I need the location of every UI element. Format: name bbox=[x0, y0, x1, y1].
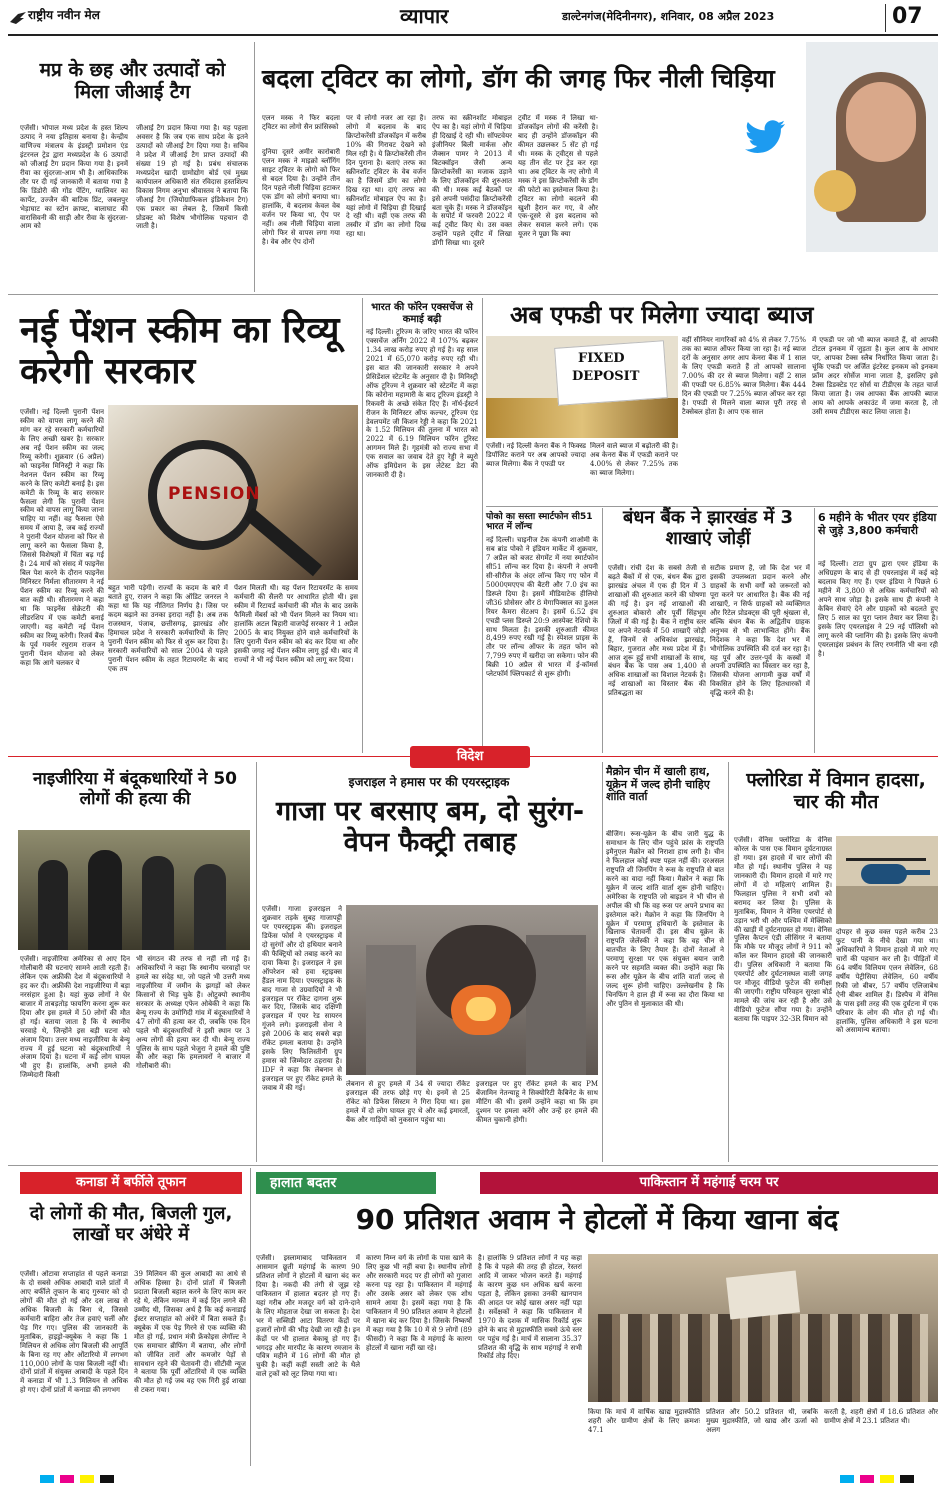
newspaper-logo-icon bbox=[10, 9, 26, 21]
fd-body-col4: में एफडी पर जो भी ब्याज कमाते हैं, वो आपकी टोटल इनकम में जुड़ता है। कुल आय के आधार पर, आपका टैक्स स्लैब निर्धारित किया जाता है। चूंकि एफडी पर अर्जित इंटरेस्ट इनकम को इनकम फ्रॉम अदर सोर्सेज माना जाता है, इसलिए इसे टैक्स डिडक्टेड एट सोर्स या टीडीएस के तहत चार्ज किया जाता है। जब आपका बैंक आपकी ब्याज आय को आपके अकाउंट में जमा करता है, तो उसी समय टीडीएस काट लिया जाता है। bbox=[812, 336, 938, 416]
pension-body-col2: बहुत भारी पड़ेगी। राज्यों के कदम के बारे में बताते हुए, राजन ने कहा कि ऑडिट जनरल ने कहा था कि यह नीतिगत निर्णय है। जिस पर कदम बढ़ाने का उनका इरादा नहीं है। अब तक राजस्थान, पंजाब, छत्तीसगढ़, झारखंड और हिमाचल प्रदेश ने सरकारी कर्मचारियों के लिए पुरानी पेंशन स्कीम को फिर से शुरू कर दिया है। सरकारी कर्मचारियों को साल 2004 से पहले पुरानी पेंशन स्कीम के तहत रिटायरमेंट के बाद एक तय bbox=[108, 584, 228, 673]
nigeria-headline: नाइजीरिया में बंदूकधारियों ने 50 लोगों की हत्या की bbox=[32, 769, 238, 809]
fd-body-col1: एजेंसी। नई दिल्ली केनरा बैंक ने फिक्स्ड डिपॉजिट कराने पर अब आपको ज्यादा ब्याज मिलेगा। बैंक ने एफडी पर bbox=[486, 442, 586, 468]
gi-headline: मप्र के छह और उत्पादों को मिला जीआई टैग bbox=[39, 59, 226, 103]
pakistan-caption-3: करती है, शहरी क्षेत्रों में 18.6 प्रतिशत और ग्रामीण क्षेत्रों में 23.1 प्रतिशत थी। bbox=[824, 1408, 938, 1425]
pakistan-crowd-photo bbox=[588, 1254, 938, 1402]
fd-body-col2: मिलने वाले ब्याज में बढ़ोतरी की है। अब केनरा बैंक में एफडी कराने पर 4.00% से लेकर 7.25% तक का ब्याज मिलेगा। bbox=[590, 442, 678, 477]
newspaper-name: राष्ट्रीय नवीन मेल bbox=[28, 8, 100, 22]
airindia-headline: 6 महीने के भीतर एयर इंडिया से जुड़े 3,800 कर्मचारी bbox=[818, 511, 937, 537]
registration-mark-yellow-2 bbox=[880, 1475, 894, 1483]
twitter-headline: बदला ट्विटर का लोगो, डॉग की जगह फिर नीली चिड़िया bbox=[262, 64, 775, 93]
canada-body-col1: एजेंसी। ओटावा सप्ताहांत से पहले कनाडा के दो सबसे अधिक आबादी वाले प्रांतों में आए बर्फीले तूफान के बाद गुरुवार को दो लोगों की मौत हो गई और दस लाख से अधिक बिजली के बिना थे, जिससे कर्मचारी बाहिरा और तेज हवाएं चलीं और पेड़ गिर गए। पुलिस की जानकारी के मुताबिक, हाइड्रो-क्यूबेक ने कहा कि 1 मिलियन से अधिक लोग बिजली की आपूर्ति के बिना रह गए और ओंटारियो में लगभग 110,000 लोगों के पास बिजली नहीं थी। दोनों प्रांतों में संयुक्त आबादी के पहले दिन में कनाडा में भी 1.3 मिलियन से अधिक हो गए। दोनों प्रांतों में कनाडा की लगभग bbox=[20, 1270, 128, 1395]
pakistan-headline: 90 प्रतिशत अवाम ने होटलों में किया खाना बंद bbox=[355, 1203, 839, 1236]
fd-body-col3: वहीं सीनियर नागरिकों को 4% से लेकर 7.75% तक का ब्याज ऑफर किया जा रहा है। नई ब्याज दरों के अनुसार अगर आप केनरा बैंक में 1 साल के लिए एफडी कराते हैं तो आपको सालाना 7.00% की दर से ब्याज मिलेगा। वहीं 2 साल की एफडी पर 6.85% ब्याज मिलेगा। बैंक 444 दिन की एफडी पर 7.25% ब्याज ऑफर कर रहा है। एफडी से मिलने वाला ब्याज पूरी तरह से टैक्सेबल होता है। आप एक साल bbox=[682, 336, 806, 416]
pension-body-col3: पेंशन मिलती थी। यह पेंशन रिटायरमेंट के समय कर्मचारी की सैलरी पर आधारित होती थी। इस स्कीम में रिटायर्ड कर्मचारी की मौत के बाद उसके फैमिली मेंबर्स को भी पेंशन मिलने का नियम था। हालांकि अटल बिहारी वाजपेई सरकार ने 1 अप्रैल 2005 के बाद नियुक्त होने वाले कर्मचारियों के लिए पुरानी पेंशन स्कीम को बंद कर दिया था और इसकी जगह नई पेंशन स्कीम लागू हुई थी। बाद में राज्यों ने भी नई पेंशन स्कीम को लागू कर दिया। bbox=[234, 584, 358, 664]
gaza-body-col1: एजेंसी। गाजा इजराइल ने शुक्रवार तड़के सुबह गाजापट्टी पर एयरस्ट्राइक की। इजराइल डिफेंस फोर्स ने एयरस्ट्राइक में दो सुरंगों और दो हथियार बनाने की फैक्ट्रियों को तबाह करने का दावा किया है। इजराइल ने इस ऑपरेशन को हवा स्ट्राइक्स हैंडल नाम दिया। एयरस्ट्राइक के बाद गाजा से उग्रवादियों ने भी इजराइल पर रॉकेट दागना शुरू कर दिए, जिसके बाद दक्षिणी इजराइल में एयर रेड सायरन गूंजने लगे। इजराइली सेना ने इसे 2006 के बाद सबसे बड़ा रॉकेट हमला बताया है। उन्होंने इसके लिए फिलिस्तीनी ग्रुप हमास को जिम्मेदार ठहराया है। IDF ने कहा कि लेबनान से इजराइल पर हुए रॉकेट हमले के जवाब में की गई। bbox=[262, 905, 342, 1093]
twitter-subhead: एलन मस्क ने फिर बदला ट्विटर का लोगो सैन फ्रांसिस्को bbox=[262, 114, 340, 131]
pension-photo bbox=[108, 405, 358, 580]
nigeria-body-col2: भी संगठन की तरफ से नहीं ली गई है। अधिकारियों ने कहा कि स्थानीय चरवाहों पर हमले का संदेह था, जो पहले भी उत्तरी मध्य नाइजीरिया में जमीन के झगड़ों को लेकर किसानों से भिड़ चुके हैं। ओटुक्पो स्थानीय सरकार के अध्यक्ष एफेन ओबेकी ने कहा कि बेन्यू राज्य के उमोगिदी गांव में बंदूकधारियों ने 47 लोगों की हत्या कर दी, जबकि एक दिन पहले भी बंदूकधारियों ने इसी स्थान पर 3 अन्य लोगों की हत्या कर दी थी। बेन्यू राज्य पुलिस के साथ पहले भेजुरा ने हमले की पुष्टि की और कहा कि हमलावरों ने बाजार में गोलीबारी की। bbox=[136, 955, 250, 1071]
macron-body: बीजिंग। रूस-यूक्रेन के बीच जारी युद्ध के समाधान के लिए चीन पहुंचे फ्रांस के राष्ट्रपति इमैनुएल मैक्रोन को निराशा हाथ लगी है। चीन ने फिलहाल कोई स्पष्ट पहल नहीं की। दरअसल राष्ट्रपति शी जिनपिंग ने रूस के राष्ट्रपति से बात करने का वादा नहीं किया। मैक्रोन ने कहा कि यूक्रेन में जल्द शांति वार्ता शुरू होनी चाहिए। अमेरिका के राष्ट्रपति जो बाइडन ने भी चीन से अपील की थी कि वह रूस पर अपने प्रभाव का इस्तेमाल करे। मैक्रोन ने कहा कि जिनपिंग ने यूक्रेन में परमाणु हथियारों के इस्तेमाल के खिलाफ चेतावनी दी। इस बीच यूक्रेन के राष्ट्रपति जेलेंस्की ने कहा कि वह चीन से बातचीत के लिए तैयार हैं। दोनों नेताओं ने परमाणु सुरक्षा पर एक संयुक्त बयान जारी करने पर सहमति व्यक्त की। उन्होंने कहा कि रूस और यूक्रेन के बीच शांति वार्ता जल्द से जल्द शुरू होनी चाहिए। उल्लेखनीय है कि चिनफिंग ने हाल ही में रूस का दौरा किया था और पुतिन से मुलाकात की थी। bbox=[606, 830, 724, 1009]
videsh-banner: विदेश bbox=[410, 746, 530, 768]
forex-body: नई दिल्ली। टूरिज्म के जरिए भारत की फॉरेन एक्सचेंज अर्निंग 2022 में 107% बढ़कर 1.34 लाख करोड़ रुपए हो गई है। वह साल 2021 में 65,070 करोड़ रुपए रही थी। इस बात की जानकारी सरकार ने अपने प्रेसिडेंशल स्टेटमेंट के अनुसार दी है। मिनिस्ट्री ऑफ टूरिज्म ने शुक्रवार को स्टेटमेंट में कहा कि कोरोना महामारी के बाद टूरिज्म इंडस्ट्री ने रिकवरी के अच्छे संकेत दिए हैं। नॉर्थ-ईस्टर्न रीजन के मिनिस्टर ऑफ कल्चर, टूरिज्म एंड डेवलपमेंट जी किशन रेड्डी ने कहा कि 2021 के 1.52 मिलियन की तुलना में भारत को 2022 में 6.19 मिलियन फॉरेन टूरिस्ट आगमन मिले हैं। गृहमंत्री को राज्य सभा में एक सवाल का जवाब देते हुए रेड्डी ने ब्यूरो ऑफ इमिग्रेशन के इस लेटेस्ट डेटा की जानकारी दी है। bbox=[366, 328, 478, 480]
registration-mark-cyan-2 bbox=[840, 1475, 854, 1483]
registration-mark-yellow bbox=[80, 1475, 94, 1483]
gi-body-col2: जीआई टैग प्रदान किया गया है। यह पहला अवसर है कि जब एक साथ प्रदेश के इतने उत्पादों को जीआई टैग दिया गया है। सचिव ने प्रदेश में जीआई टैग प्राप्त उत्पादों की संख्या 19 हो गई है। प्रबंध संचालक मध्यप्रदेश खादी ग्रामोद्योग बोर्ड एवं मुख्य कार्यपालन अधिकारी संत रविदास हस्तशिल्प विकास निगम अनुभा श्रीवास्तव ने बताया कि जीआई टैग (जियोग्राफिकल इंडिकेशन टैग) एक प्रकार का लेबल है, जिसमें किसी प्रोडक्ट को विशेष भौगोलिक पहचान दी जाती है। bbox=[136, 124, 248, 231]
registration-mark-black bbox=[100, 1475, 114, 1483]
fd-photo-label-1: FIXED bbox=[578, 351, 625, 366]
twitter-body-col1: दुनिया दूसरे अमीर कारोबारी एलन मस्क ने माइक्रो ब्लॉगिंग साइट ट्विटर के लोगो को फिर से बदल दिया है। उन्होंने तीन दिन पहले नीली चिड़िया हटाकर एक डॉग को लोगो बनाया था। हालांकि, ये बदलाव केवल वेब वर्जन पर किया था, ऐप पर नहीं। अब नीली चिड़िया वाला लोगो फिर से वापस लगा गया है। वेब और ऐप दोनों bbox=[262, 148, 340, 246]
page-number: 07 bbox=[892, 4, 923, 29]
pension-body-col1: एजेंसी। नई दिल्ली पुरानी पेंशन स्कीम को वापस लागू करने की मांग कर रहे सरकारी कर्मचारियों के लिए अच्छी खबर है। सरकार अब नई पेंशन स्कीम का जल्द रिव्यू करेगी। शुक्रवार (6 अप्रैल) को फाइनेंस मिनिस्ट्री ने कहा कि नेशनल पेंशन स्कीम का रिव्यू करने के लिए कमेटी बनाई है। इस कमेटी के रिव्यू के बाद सरकार फैसला लेगी कि पुरानी पेंशन स्कीम को वापस लागू किया जाना चाहिए या नहीं। वह फैसला ऐसे समय में आया है, जब कई राज्यों ने पुरानी पेंशन योजना को फिर से लागू करने का फैसला किया है, जिससे विशेषज्ञों में चिंता बढ़ गई है। 24 मार्च को संसद में फाइनेंस बिल पेश करने के दौरान फाइनेंस मिनिस्टर निर्मला सीतारमण ने नई पेंशन स्कीम का रिव्यू करने की बात कही थी। सीतारमण ने कहा था कि फाइनेंस सेक्रेटरी की लीडरशिप में एक कमेटी बनाई जाएगी। यह कमेटी नई पेंशन स्कीम का रिव्यू करेगी। रिजर्व बैंक के पूर्व गवर्नर रघुराम राजन ने पुरानी पेंशन योजना को लेकर कहा कि आगे चलकर ये bbox=[20, 408, 104, 667]
elon-musk-photo bbox=[806, 42, 938, 252]
twitter-body-col4: ट्वीट में मस्क ने लिखा था- डॉजकॉइन लोगों की करेंसी है। बाद ही उन्होंने डॉजकॉइन की कीमत उछलकर 5 सेंट हो गई थी। मस्क के ट्वीट्स से पहले यह तीन सेंट पर ट्रेड कर रहा था। अब ट्विटर के नए लोगो में मस्क ने इस क्रिप्टोकरेंसी के डॉग की फोटो का इस्तेमाल किया है। ट्विटर का लोगो बदलने की खुशी हैरान कर गए, वे और एक-दूसरे से इस बदलाव को लेकर सवाल करने लगे। एक यूजर ने पूछा कि क्या bbox=[518, 114, 598, 239]
pension-headline: नई पेंशन स्कीम का रिव्यू करेगी सरकार bbox=[20, 310, 340, 393]
twitter-body-col3: तरफ का स्क्रीनशॉट मोबाइल ऐप का है। यहां लोगो में चिड़िया ही दिखाई दे रही थी। सॉफ्टवेयर इंजीनियर बिली मार्कस और जैक्सन पामर ने 2013 में बिटक्वॉइन जैसी अन्य क्रिप्टोकरेंसी का मजाक उड़ाने के लिए डॉजकॉइन की शुरुआत की थी। मस्क कई बैठकों पर इसे अपनी पसंदीदा क्रिप्टोकरेंसी बता चुके हैं। मस्क ने डॉजकॉइन के सपोर्ट में फरवरी 2022 में कई ट्वीट किए थे। उस वक्त उन्होंने पहले ट्वीट में लिखा डॉगी सिखा था। दूसरे bbox=[432, 114, 512, 248]
bandhan-body-col2: सटीक प्रमाण है, जो कि देश भर में इसकी उपलब्धता प्रदान करने और ग्राहकों के सभी वर्गों को जरूरतों को पूरा करने पर आधारित है। बैंक की नई शाखाएँ, न सिर्फ ग्राहकों को व्यक्तिगत और रिटेल प्रोडक्ट्स की पूरी श्रृंखला से, बल्कि बंधन बैंक के अद्वितीय ग्राहक अनुभव से भी लाभान्वित होंगे। बैंक निदेशक ने कहा कि देश भर में भौगोलिक उपस्थिति की दर्ज कर रहा है। यह पूर्व और उत्तर-पूर्व के कस्बों में अपनी उपस्थिति का विस्तार कर रहा है, जिसकी योजना आगामी कुछ वर्षों में विकसित होने के लिए हितधारकों में वृद्धि करने की है। bbox=[710, 564, 810, 698]
section-title: व्यापार bbox=[400, 4, 449, 28]
gaza-headline: गाजा पर बरसाए बम, दो सुरंग-वेपन फैक्ट्री तबाह bbox=[275, 796, 585, 859]
dog-logo-icon bbox=[814, 170, 856, 212]
canada-tag: कनाडा में बर्फीले तूफान bbox=[20, 1172, 242, 1194]
canada-body-col2: 39 मिलियन की कुल आबादी का आधे से अधिक हिस्सा है। दोनों प्रांतों में बिजली प्रदाता बिजली बहाल करने के लिए काम कर रहे थे, लेकिन मरम्मत में कई दिन लगने की उम्मीद थी, जिसका अर्थ है कि कई कनाडाई ईस्टर सप्ताहांत को अंधेरे में बिता सकते हैं। क्यूबेक में एक पेड़ गिरने से एक व्यक्ति की मौत हो गई, प्रधान मंत्री फ्रेंकोइस लेगॉल्ट ने एक समाचार ब्रीफिंग में बताया, और लोगों को जीवित तारों और कमजोर पेड़ों से सावधान रहने की चेतावनी दी। सीटीवी न्यूज ने बताया कि पूर्वी ओंटारियो में एक व्यक्ति की मौत हो गई जब वह एक गिरी हुई शाखा से टकरा गया। bbox=[134, 1270, 246, 1395]
masthead bbox=[0, 0, 945, 40]
forex-headline: भारत की फॉरेन एक्सचेंज से कमाई बढ़ी bbox=[371, 302, 473, 325]
florida-helicopter-photo bbox=[836, 836, 938, 924]
pakistan-body-col2: कारण निम्न वर्ग के लोगों के पास खाने के लिए कुछ भी नहीं बचा है। स्थानीय लोगों और सरकारी मदद पर ही लोगों को गुजारा करना पड़ रहा है। पाकिस्तान में महंगाई और उसके असर को लेकर एक शोध सामने आया है। इसमें कहा गया है कि पाकिस्तान में 90 प्रतिशत अवाम ने होटलों में खाना बंद कर दिया है। जिसके निष्कर्षों में कहा गया है कि 10 में से 9 लोगों (89 फीसदी) ने कहा कि वे महंगाई के कारण होटलों में खाना नहीं खा रहे। bbox=[366, 1254, 472, 1352]
dateline: डाल्टेनगंज(मेदिनीनगर), शनिवार, 08 अप्रैल 2023 bbox=[562, 10, 775, 23]
pakistan-body-col3: है। हालांकि 9 प्रतिशत लोगों ने यह कहा है कि वे पहले की तरह ही होटल, रेस्तरां आदि में जाकर भोजन करते हैं। महंगाई के कारण कुछ धन अधिक खर्च करना पड़ता है, लेकिन इसका उनकी खानपान की आदत पर कोई खास असर नहीं पड़ा है। सर्वेक्षकों ने कहा कि पाकिस्तान में 1970 के दशक में मासिक रिकॉर्ड शुरू होने के बाद से मुद्रास्फीति सबसे ऊंचे स्तर पर पहुंच गई है। मार्च में सालाना 35.37 प्रतिशत की वृद्धि के साथ महंगाई ने सभी रिकॉर्ड तोड़ दिए। bbox=[478, 1254, 582, 1361]
twitter-bird-icon bbox=[744, 120, 786, 154]
pakistan-caption-1: किया कि मार्च में वार्षिक खाद्य मुद्रास्फीति शहरी और ग्रामीण क्षेत्रों के लिए क्रमशः 47.1 bbox=[588, 1408, 700, 1434]
fd-photo-label-2: DEPOSIT bbox=[572, 369, 640, 384]
registration-mark-black-2 bbox=[900, 1475, 914, 1483]
gaza-airstrike-photo bbox=[346, 905, 598, 1075]
florida-body-col1: एजेंसी। वेनिस फ्लोरिडा के वेनिस कोरल के पास एक विमान दुर्घटनाग्रस्त हो गया। इस हादसे में चार लोगों की मौत हो गई। स्थानीय पुलिस ने यह जानकारी दी। विमान हादसे में मारे गए लोगों में दो महिलाएं शामिल हैं। फिलहाल पुलिस ने सभी शवों को बरामद कर लिया है। पुलिस के मुताबिक, विमान ने वेनिस एयरपोर्ट से उड़ान भरी थी और पश्चिम में मेक्सिको की खाड़ी में दुर्घटनाग्रस्त हो गया। वेनिस पुलिस कैप्टन एंडी लीसिंगर ने बताया कि मौके पर मौजूद लोगों ने 911 को कॉल कर विमान हादसे की जानकारी दी। पुलिस अधिकारी ने बताया कि एयरपोर्ट और दुर्घटनास्थल वाली जगह पर मौजूद वीडियो फुटेज की समीक्षा की जाएगी। राष्ट्रीय परिवहन सुरक्षा बोर्ड मामले की जांच कर रही है और उसे वीडियो फुटेज सौंपा गया है। उन्होंने बताया कि पाइपर 32-3R विमान को bbox=[734, 836, 832, 1024]
gaza-body-col3: इजराइल पर हुए रॉकेट हमले के बाद PM बेंजामिन नेतन्याहू ने सिक्योरिटी कैबिनेट के साथ मीटिंग की थी। इसमें उन्होंने कहा था कि हम दुश्मन पर हमला करेंगे और उन्हें हर हमले की कीमत चुकानी होगी। bbox=[476, 1080, 598, 1124]
registration-mark-magenta bbox=[60, 1475, 74, 1483]
pakistan-caption-2: प्रतिशत और 50.2 प्रतिशत थी, जबकि मुख्य मुद्रास्फीति, जो खाद्य और ऊर्जा को अलग bbox=[706, 1408, 818, 1434]
macron-headline: मैक्रोन चीन में खाली हाथ, यूक्रेन में जल्द होनी चाहिए शांति वार्ता bbox=[606, 765, 710, 804]
gi-body-col1: एजेंसी। भोपाल मध्य प्रदेश के हस्त शिल्प उत्पाद ने नया इतिहास बनाया है। केन्द्रीय वाणिज्य मंत्रालय के इंडस्ट्री प्रमोशन एंड इंटरनल ट्रेड द्वारा मध्यप्रदेश के 6 उत्पादों को जीआई टैग प्रदान किया गया है। इनमें रीवा का सुंदरजा-आम भी है। आधिकारिक तौर पर दी गई जानकारी में बताया गया है कि डिंडोरी की गोंड पेंटिंग, ग्वालियर का कार्पेट, उज्जैन की बाटिक प्रिंट, जबलपुर भेड़ाघाट का स्टोन क्राफ्ट, बालाघाट की वारासिवनी की साड़ी और रीवा के सुंदरजा-आम को bbox=[20, 124, 128, 231]
poco-headline: पोको का सस्ता स्मार्टफोन सी51 भारत में लॉन्च bbox=[486, 512, 593, 533]
twitter-body-col2: पर ये लोगो नजर आ रहा है। लोगो में बदलाव के बाद क्रिप्टोकरेंसी डॉजकॉइन में करीब 10% की गिरावट देखने को मिल रही है। ये क्रिप्टोकरेंसी तीन दिन पुराना है। बताएं तरफ का स्क्रीनशॉट ट्विटर के वेब वर्जन का है जिसमें डॉग का लोगो दिख रहा था। दाएं तरफ का स्क्रीनशॉट मोबाइल ऐप का है। यहां लोगो में चिड़िया ही दिखाई दे रही थी। वहीं एक तरफ की तस्वीर में डॉग का लोगो दिख रहा था। bbox=[346, 114, 426, 239]
nigeria-photo bbox=[18, 830, 250, 950]
pakistan-tag-left: हालात बदतर bbox=[256, 1172, 436, 1194]
pakistan-tag-right: पाकिस्तान में महंगाई चरम पर bbox=[480, 1172, 938, 1194]
canada-headline: दो लोगों की मौत, बिजली गुल, लाखों घर अंधेरे में bbox=[29, 1203, 233, 1245]
gaza-kicker: इजराइल ने हमास पर की एयरस्ट्राइक bbox=[348, 775, 510, 789]
poco-body: नई दिल्ली। चाइनीज टेक कंपनी शाओमी के सब ब्रांड पोको ने इंडियन मार्केट में शुक्रवार, 7 अप्रैल को बजट सेगमेंट में नया स्मार्टफोन सी51 लॉन्च कर दिया है। कंपनी ने अपनी सी-सीरीज के अंदर लॉन्च किए गए फोन में 5000एमएएच की बैटरी और 7.0 इंच का डिस्प्ले दिया है। इसमें मीडियाटेक हीलियो जी36 प्रोसेसर और 8 मेगापिक्सल का डुअल रियर कैमरा सेटअप है। इसमें 6.52 इंच एचडी प्लस डिस्प्ले 20:9 आस्पेक्ट रेशियो के साथ मिलता है। इसकी शुरुआती कीमत 8,499 रुपए रखी गई है। स्पेशल प्राइस के तौर पर लॉन्च ऑफर के तहत फोन को 7,799 रुपए में खरीदा जा सकेगा। फोन की बिक्री 10 अप्रैल से भारत में ई-कॉमर्स प्लेटफॉर्म फ्लिपकार्ट से शुरू होगी। bbox=[486, 536, 598, 679]
fd-headline: अब एफडी पर मिलेगा ज्यादा ब्याज bbox=[510, 301, 814, 329]
registration-mark-magenta-2 bbox=[860, 1475, 874, 1483]
fixed-deposit-photo bbox=[486, 336, 678, 438]
gaza-body-col2: लेबनान से हुए हमले में 34 से ज्यादा रॉकेट इजराइल की तरफ छोड़े गए थे। इनमें से 25 रॉकेट को डिफेंस सिस्टम ने गिरा दिया था। इस हमले में दो लोग घायल हुए थे और कई इमारतों, बैंक और गाड़ियों को नुकसान पहुंचा था। bbox=[346, 1080, 470, 1124]
bandhan-headline: बंधन बैंक ने झारखंड में 3 शाखाएं जोड़ीं bbox=[622, 507, 794, 549]
airindia-body: नई दिल्ली। टाटा ग्रुप द्वारा एयर इंडिया के अधिग्रहण के बाद से ही एयरलाइंस में कई बड़े बदलाव किए गए हैं। एयर इंडिया ने पिछले 6 महीने में 3,800 से अधिक कर्मचारियों को अपने साथ जोड़ा है। इसके साथ ही कंपनी ने केबिन सेवाएं देने और ग्राहकों को बदलते हुए लिए 5 साल का पूरा प्लान तैयार कर लिया है। इसके लिए एयरलाइंस ने 29 नई पॉलिसी को लागू करने की प्लानिंग की है। इसके लिए कंपनी एयरलाइंस प्रबंधन के लिए रणनीति भी बना रही है। bbox=[818, 560, 938, 658]
nigeria-body-col1: एजेंसी। नाइजीरिया अमेरिका से आए दिन गोलीबारी की घटनाएं सामने आती रहती हैं। लेकिन एक अफ्रीकी देश में बंदूकधारियों ने हद कर दी। अफ्रीकी देश नाइजीरिया में बड़ा नरसंहार हुआ है। यहां कुछ लोगों ने घेर बाजार में ताबड़तोड़ फायरिंग करना शुरू कर दिया और इस हमले में 50 लोगों की मौत हो गई। बताया जाता है कि ये स्थानीय चरवाहे थे, जिन्होंने इस बड़ी घटना को अंजाम दिया। उत्तर मध्य नाइजीरिया के बेन्यू राज्य में हुई घटना को बंदूकधारियों ने अंजाम दिया है। घटना में कई लोग घायल भी हुए हैं। हालांकि, अभी हमले की जिम्मेदारी किसी bbox=[20, 955, 130, 1080]
florida-body-col2: दोपहर से कुछ वक्त पहले करीब 23 फुट पानी के नीचे देखा गया था। अधिकारियों ने विमान हादसे में मारे गए चारों की पहचान कर ली है। पीड़ितों में 64 वर्षीय विलियम एलन लेवेलिन, 68 वर्षीय पेट्रीसिया लेवेलिन, 60 वर्षीय रिकी जो बीबर, 57 वर्षीय एलिजाबेथ ऐनी बीबर शामिल हैं। डिस्पैच में वेनिस के पास इसी तरह की एक दुर्घटना में एक परिवार के लोग की मौत हो गई थी। हालांकि, पुलिस अधिकारी ने इस घटना को असामान्य बताया। bbox=[836, 928, 938, 1035]
pension-photo-label: PENSION bbox=[168, 484, 261, 504]
bandhan-body-col1: एजेंसी। रांची देश के सबसे तेजी से बढ़ते बैंकों में से एक, बंधन बैंक द्वारा झारखंड अंचल में एक ही दिन में 3 शाखाओं की शुरुआत करने की घोषणा की गई है। इन नई शाखाओं की शुरुआत बोकारो और पूर्वी सिंहभूम जिलों में की गई है। बैंक ने राष्ट्रीय स्तर पर अपने नेटवर्क में 50 शाखाएँ जोड़ी हैं, जिनमें से अधिकांश झारखंड, बिहार, गुजरात और मध्य प्रदेश में हैं। आज शुरू हुई सभी शाखाओं के साथ, बंधन बैंक के पास अब 1,400 से अधिक शाखाओं का विशाल नेटवर्क है। नई शाखाओं का विस्तार बैंक की प्रतिबद्धता का bbox=[608, 564, 706, 698]
florida-headline: फ्लोरिडा में विमान हादसा, चार की मौत bbox=[746, 769, 926, 813]
pakistan-body-col1: एजेंसी। इस्लामाबाद पाकिस्तान में आसमान छूती महंगाई के कारण 90 प्रतिशत लोगों ने होटलों में खाना बंद कर दिया है। नकदी की तंगी से जूझ रहे पाकिस्तान में हालात बदतर हो गए हैं। यहां गरीब और मजदूर वर्ग को दाने-दाने के लिए मोहताज देखा जा सकता है। देश भर में सब्सिडी आटा वितरण केंद्रों पर हजारों लोगों की भीड़ देखी जा रही है। इन केंद्रों पर भी हालात बेकाबू हो गए हैं। भगदड़ और मारपीट के कारण रमजान के पवित्र महीने में 16 लोगों की मौत हो चुकी है। कहीं कहीं सस्ती आटे के थैले वाले ट्रकों को लूट लिया गया था। bbox=[256, 1254, 360, 1379]
registration-mark-cyan bbox=[40, 1475, 54, 1483]
